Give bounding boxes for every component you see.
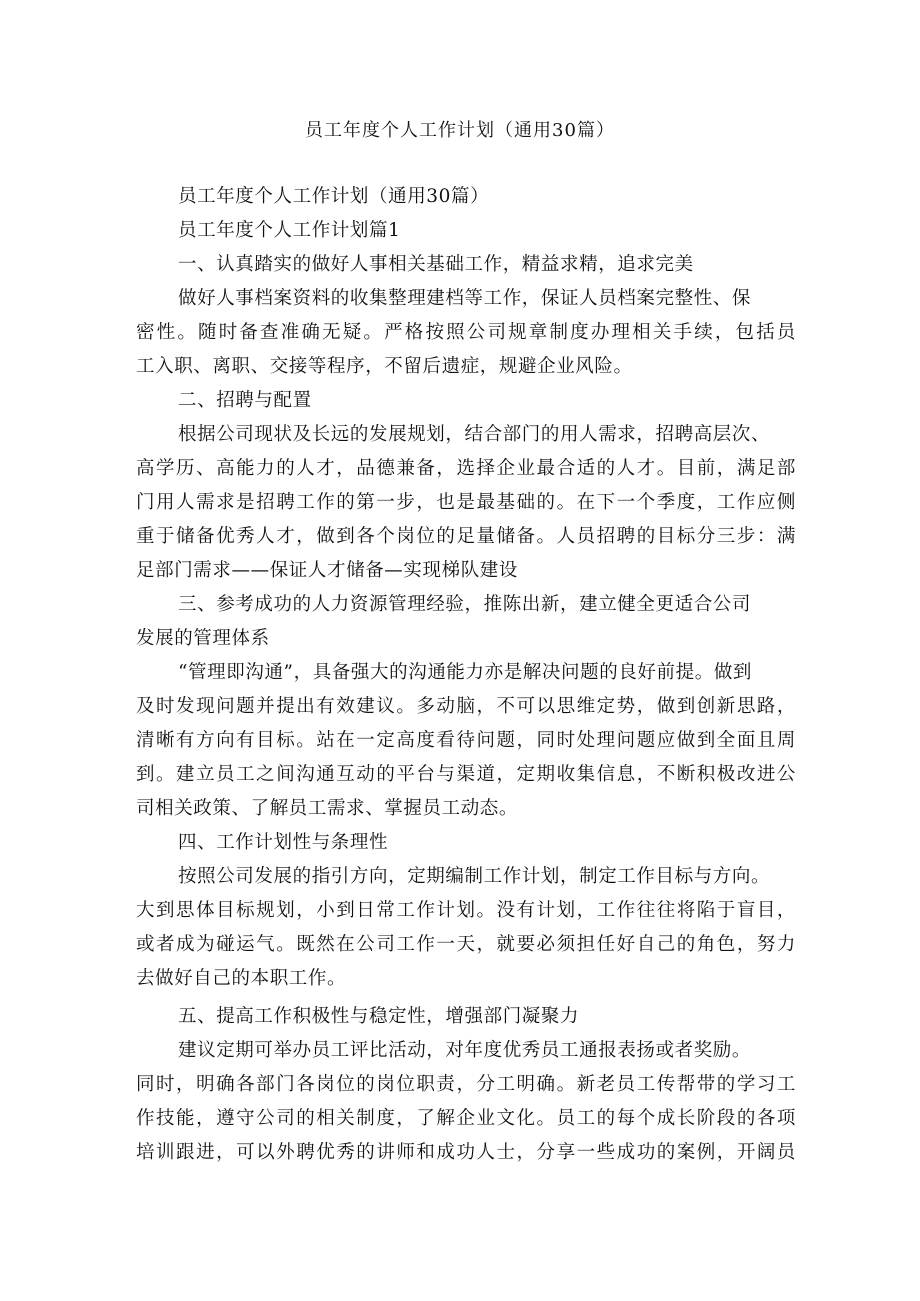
paragraph-line: 司相关政策、了解员工需求、掌握员工动态。 [136,798,519,819]
paragraph-line: 密性。随时备查准确无疑。严格按照公司规章制度办理相关手续，包括员 [136,322,796,343]
paragraph-line: 重于储备优秀人才，做到各个岗位的足量储备。人员招聘的目标分三步：满 [136,526,796,547]
section-heading-1: 一、认真踏实的做好人事相关基础工作，精益求精，追求完美 [178,254,694,275]
paragraph-line: 清晰有方向有目标。站在一定高度看待问题，同时处理问题应做到全面且周 [136,730,796,751]
paragraph-line: 根据公司现状及长远的发展规划，结合部门的用人需求，招聘高层次、 [178,424,771,445]
section-heading-4: 四、工作计划性与条理性 [178,832,389,853]
paragraph-line: 同时，明确各部门各岗位的岗位职责，分工明确。新老员工传帮带的学习工 [136,1074,796,1095]
paragraph-line: 做好人事档案资料的收集整理建档等工作，保证人员档案完整性、保 [178,288,752,309]
paragraph-line: 或者成为碰运气。既然在公司工作一天，就要必须担任好自己的角色，努力 [136,934,796,955]
paragraph-line: 门用人需求是招聘工作的第一步，也是最基础的。在下一个季度，工作应侧 [136,492,796,513]
paragraph-line: 高学历、高能力的人才，品德兼备，选择企业最合适的人才。目前，满足部 [136,458,796,479]
paragraph-line: “管理即沟通”，具备强大的沟通能力亦是解决问题的良好前提。做到 [178,662,753,683]
paragraph-line: 到。建立员工之间沟通互动的平台与渠道，定期收集信息，不断积极改进公 [136,764,796,785]
section-heading-chapter-1: 员工年度个人工作计划篇1 [178,220,401,241]
paragraph-line: 作技能，遵守公司的相关制度，了解企业文化。员工的每个成长阶段的各项 [136,1108,796,1129]
section-heading-2: 二、招聘与配置 [178,390,312,411]
section-heading-3-cont: 发展的管理体系 [136,628,270,649]
subtitle-line: 员工年度个人工作计划（通用30篇） [178,186,490,207]
paragraph-line: 大到思体目标规划，小到日常工作计划。没有计划，工作往往将陷于盲目， [136,900,796,921]
paragraph-line: 按照公司发展的指引方向，定期编制工作计划，制定工作目标与方向。 [178,866,771,887]
document-body [136,180,796,1170]
section-heading-3: 三、参考成功的人力资源管理经验，推陈出新，建立健全更适合公司 [178,594,752,615]
paragraph-line: 建议定期可举办员工评比活动，对年度优秀员工通报表扬或者奖励。 [178,1040,752,1061]
paragraph-line: 足部门需求——保证人才储备—实现梯队建设 [136,560,519,581]
paragraph-line: 工入职、离职、交接等程序，不留后遗症，规避企业风险。 [136,356,633,377]
paragraph-line: 及时发现问题并提出有效建议。多动脑，不可以思维定势，做到创新思路， [136,696,796,717]
document-title: 员工年度个人工作计划（通用30篇） [305,120,615,141]
paragraph-line: 培训跟进，可以外聘优秀的讲师和成功人士，分享一些成功的案例，开阔员 [136,1142,796,1163]
paragraph-line: 去做好自己的本职工作。 [136,968,347,989]
section-heading-5: 五、提高工作积极性与稳定性，增强部门凝聚力 [178,1006,580,1027]
